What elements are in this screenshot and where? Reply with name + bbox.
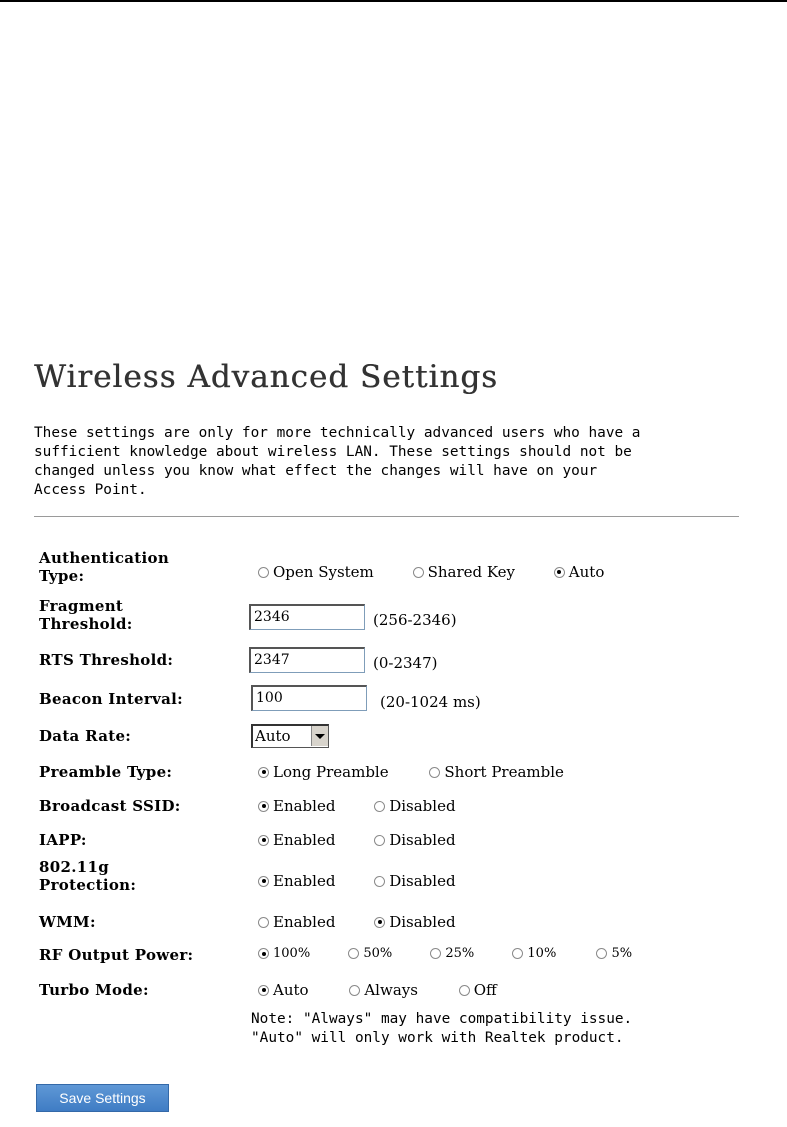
data-rate-value: Auto [255,727,291,745]
radio-icon [374,835,385,846]
auth-type-label-line2: Type: [39,567,85,585]
turbo-off-radio[interactable] [459,981,497,999]
iapp-options [258,831,478,850]
radio-selected-icon [258,801,269,812]
turbo-auto-radio[interactable] [258,981,309,999]
broadcast-ssid-disabled-label: Disabled [389,797,456,815]
protection-label-line1: 802.11g [39,858,109,876]
preamble-long-radio[interactable] [258,763,389,781]
protection-label [39,858,229,894]
rf-power-100-radio[interactable] [258,946,310,961]
auth-open-system-label: Open System [273,563,374,581]
radio-selected-icon [258,948,269,959]
broadcast-ssid-label: Broadcast SSID: [39,797,181,815]
rf-power-25-radio[interactable] [430,946,474,961]
rts-threshold-hint: (0-2347) [373,654,438,672]
radio-selected-icon [554,567,565,578]
description-line: These settings are only for more technically advanced users who have a [34,425,641,441]
description-line: sufficient knowledge about wireless LAN. These settings should not be [34,444,632,460]
rf-power-50-radio[interactable] [348,946,392,961]
radio-icon [374,801,385,812]
top-border-line [0,0,787,2]
description-line: Access Point. [34,482,147,498]
dropdown-arrow-icon[interactable] [311,726,328,746]
auth-auto-radio[interactable] [554,563,605,581]
turbo-mode-options [258,981,519,1000]
protection-label-line2: Protection: [39,876,137,894]
rts-threshold-input[interactable]: 2347 [249,647,365,673]
radio-selected-icon [374,917,385,928]
section-divider [34,516,739,517]
radio-icon [349,985,360,996]
preamble-long-label: Long Preamble [273,763,389,781]
rf-power-5-radio[interactable] [596,946,632,961]
fragment-label-line2: Threshold: [39,615,133,633]
preamble-short-label: Short Preamble [444,763,564,781]
fragment-threshold-input[interactable]: 2346 [249,604,365,630]
turbo-note-line1: Note: "Always" may have compatibility issue. [251,1011,633,1027]
save-settings-button[interactable]: Save Settings [36,1084,169,1112]
wmm-disabled-radio[interactable] [374,913,455,931]
turbo-mode-label: Turbo Mode: [39,981,149,999]
auth-open-system-radio[interactable] [258,563,374,581]
turbo-note-line2: "Auto" will only work with Realtek product. [251,1030,624,1046]
radio-icon [374,876,385,887]
iapp-enabled-radio[interactable] [258,831,335,849]
auth-type-label [39,549,229,585]
data-rate-label: Data Rate: [39,727,132,745]
auth-type-label-line1: Authentication [39,549,170,567]
turbo-mode-note [251,1010,632,1048]
beacon-interval-hint: (20-1024 ms) [380,693,481,711]
fragment-threshold-hint: (256-2346) [373,611,457,629]
radio-icon [512,948,523,959]
rf-power-10-label: 10% [527,946,557,961]
rf-output-power-label: RF Output Power: [39,946,194,964]
auth-auto-label: Auto [568,563,605,581]
auth-shared-key-radio[interactable] [413,563,515,581]
rf-power-50-label: 50% [363,946,393,961]
protection-enabled-radio[interactable] [258,872,335,890]
radio-icon [258,917,269,928]
page-title: Wireless Advanced Settings [34,359,499,395]
broadcast-ssid-enabled-radio[interactable] [258,797,335,815]
rf-power-5-label: 5% [611,946,633,961]
preamble-short-radio[interactable] [429,763,564,781]
turbo-always-radio[interactable] [349,981,418,999]
preamble-type-label: Preamble Type: [39,763,173,781]
radio-selected-icon [258,767,269,778]
iapp-disabled-radio[interactable] [374,831,455,849]
auth-type-options [258,563,626,582]
page-description [34,424,749,500]
broadcast-ssid-enabled-label: Enabled [273,797,336,815]
wmm-enabled-label: Enabled [273,913,336,931]
radio-selected-icon [258,876,269,887]
wmm-disabled-label: Disabled [389,913,456,931]
radio-icon [348,948,359,959]
data-rate-select[interactable] [251,724,329,748]
rf-power-25-label: 25% [445,946,475,961]
radio-icon [430,948,441,959]
rf-output-power-options [258,946,654,963]
radio-icon [596,948,607,959]
beacon-interval-input[interactable]: 100 [251,685,367,711]
iapp-disabled-label: Disabled [389,831,456,849]
radio-icon [459,985,470,996]
auth-shared-key-label: Shared Key [427,563,516,581]
iapp-enabled-label: Enabled [273,831,336,849]
preamble-options [258,763,586,782]
protection-enabled-label: Enabled [273,872,336,890]
protection-disabled-label: Disabled [389,872,456,890]
radio-selected-icon [258,835,269,846]
radio-icon [413,567,424,578]
protection-options [258,872,478,891]
turbo-off-label: Off [473,981,497,999]
rf-power-10-radio[interactable] [512,946,556,961]
protection-disabled-radio[interactable] [374,872,455,890]
wmm-label: WMM: [39,913,96,931]
wmm-enabled-radio[interactable] [258,913,335,931]
radio-icon [429,767,440,778]
fragment-threshold-label [39,597,229,633]
turbo-always-label: Always [364,981,418,999]
description-line: changed unless you know what effect the changes will have on your [34,463,598,479]
beacon-interval-label: Beacon Interval: [39,690,183,708]
wmm-options [258,913,478,932]
iapp-label: IAPP: [39,831,87,849]
rts-threshold-label: RTS Threshold: [39,651,174,669]
rf-power-100-label: 100% [273,946,311,961]
radio-selected-icon [258,985,269,996]
radio-icon [258,567,269,578]
turbo-auto-label: Auto [273,981,309,999]
broadcast-ssid-disabled-radio[interactable] [374,797,455,815]
broadcast-ssid-options [258,797,478,816]
fragment-label-line1: Fragment [39,597,124,615]
